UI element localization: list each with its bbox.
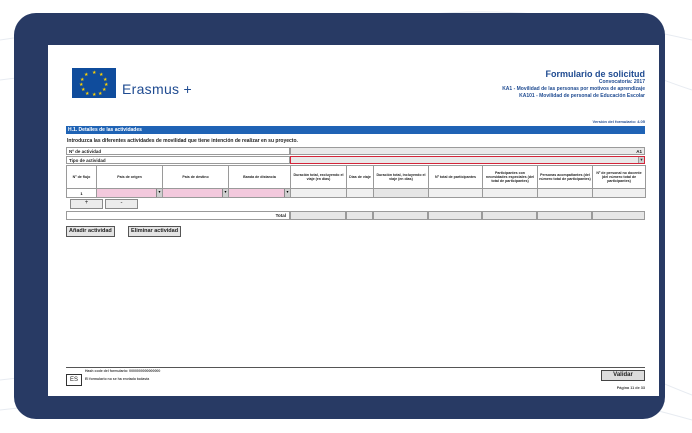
non-teaching-staff-input[interactable] — [593, 189, 646, 198]
page-number: Página 11 de 33 — [616, 386, 645, 390]
total-cell — [482, 211, 537, 220]
col-header-participantes: Nº total de participantes — [429, 166, 483, 189]
form-version: Versión del formulario: 4.05 — [592, 119, 645, 124]
form-header — [502, 69, 645, 100]
application-form-page — [66, 56, 645, 389]
col-header-personal-no-docente: Nº de personal no docente (del número total de participantes) — [593, 166, 646, 189]
activity-number-value: A1 — [290, 147, 645, 155]
eu-flag-icon: ★ ★ ★ ★ ★ ★ ★ ★ ★ ★ ★ ★ — [72, 68, 116, 98]
monitor-frame — [14, 13, 665, 419]
total-participants-input[interactable] — [429, 189, 483, 198]
activity-type-label: Tipo de actividad — [66, 156, 290, 164]
total-cell — [592, 211, 645, 220]
col-header-destino: País de destino — [163, 166, 229, 189]
chevron-down-icon[interactable]: ▼ — [284, 189, 290, 197]
col-header-flujo: Nº de flujo — [67, 166, 97, 189]
col-header-acompanantes: Personas acompañantes (del número total de participantes) — [538, 166, 593, 189]
add-row-button[interactable]: + — [70, 199, 103, 209]
remove-activity-button[interactable]: Eliminar actividad — [128, 226, 181, 237]
accompanying-persons-input[interactable] — [538, 189, 593, 198]
duration-including-travel-value — [374, 189, 429, 198]
duration-excluding-travel-input[interactable] — [291, 189, 347, 198]
submission-status: El formulario no se ha enviado todavía — [85, 377, 150, 381]
origin-country-select[interactable] — [97, 189, 163, 198]
total-label: Total — [66, 211, 290, 220]
section-intro: Introduzca las diferentes actividades de movilidad que tiene intención de realizar en su proyecto. — [67, 138, 298, 144]
flows-table — [66, 165, 646, 198]
total-cell — [428, 211, 482, 220]
col-header-duracion-con-viaje: Duración total, incluyendo el viaje (en días) — [374, 166, 429, 189]
flow-number: 1 — [67, 189, 97, 198]
footer-divider — [66, 367, 645, 368]
col-header-origen: País de origen — [97, 166, 163, 189]
distance-band-select[interactable] — [229, 189, 291, 198]
remove-row-button[interactable]: - — [105, 199, 138, 209]
chevron-down-icon[interactable]: ▼ — [639, 157, 644, 162]
col-header-duracion-sin-viaje: Duración total, excluyendo el viaje (en días) — [291, 166, 347, 189]
special-needs-input[interactable] — [483, 189, 538, 198]
total-row — [66, 211, 645, 220]
validate-button[interactable]: Validar — [601, 370, 645, 381]
total-cell — [290, 211, 346, 220]
chevron-down-icon[interactable]: ▼ — [156, 189, 162, 197]
activity-type-select[interactable] — [290, 156, 645, 164]
action-type: KA101 - Movilidad de personal de Educación Escolar — [519, 93, 645, 99]
language-selector[interactable]: ES — [66, 374, 82, 386]
col-header-necesidades-especiales: Participantes con necesidades especiales (del total de participantes) — [483, 166, 538, 189]
col-header-dias-viaje: Días de viaje — [347, 166, 374, 189]
section-title: H.1. Detalles de las actividades — [66, 126, 645, 134]
destination-country-select[interactable] — [163, 189, 229, 198]
total-cell — [346, 211, 373, 220]
call-year: Convocatoria: 2017 — [598, 79, 645, 85]
travel-days-input[interactable] — [347, 189, 374, 198]
form-title: Formulario de solicitud — [545, 69, 645, 79]
form-hash: Hash code del formulario: 0000000000000000 — [85, 369, 161, 373]
table-row — [67, 189, 646, 198]
total-cell — [537, 211, 592, 220]
add-activity-button[interactable]: Añadir actividad — [66, 226, 115, 237]
activity-number-label: Nº de actividad — [66, 147, 290, 155]
chevron-down-icon[interactable]: ▼ — [222, 189, 228, 197]
col-header-distancia: Banda de distancia — [229, 166, 291, 189]
table-header-row — [67, 166, 646, 189]
total-cell — [373, 211, 428, 220]
program-logo-text: Erasmus + — [122, 81, 192, 97]
screen — [48, 45, 659, 396]
key-action: KA1 - Movilidad de las personas por motivos de aprendizaje — [502, 86, 645, 92]
